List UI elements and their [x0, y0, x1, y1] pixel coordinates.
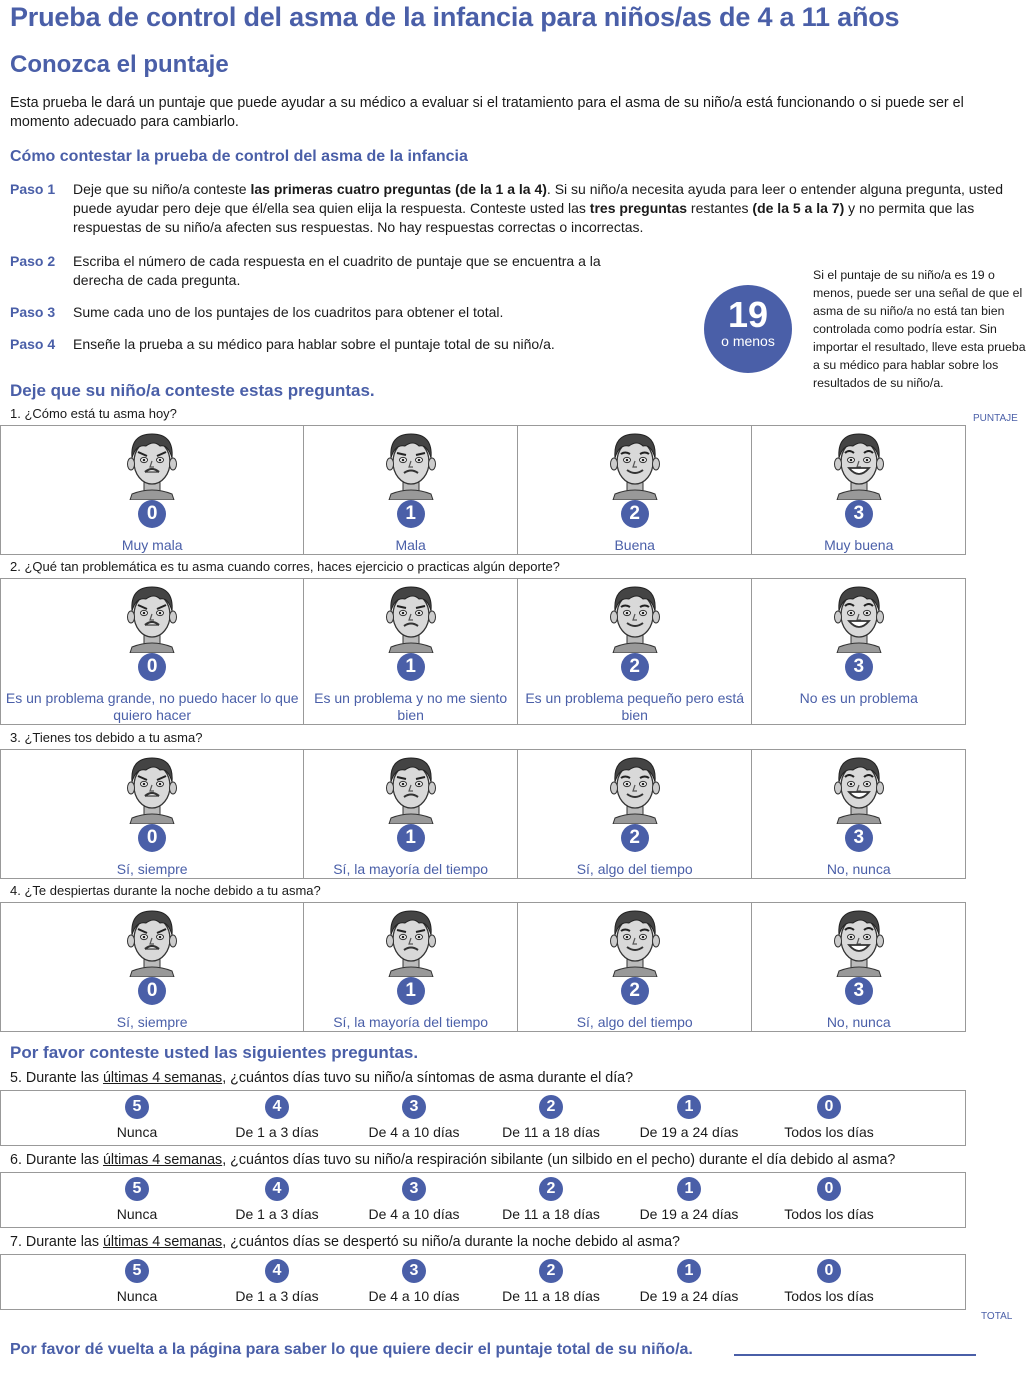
- answer-score: 0: [817, 1177, 841, 1201]
- step-1: [10, 180, 1025, 237]
- answer-score: 1: [397, 500, 425, 528]
- step-label: Paso 2: [10, 253, 56, 269]
- answer-label: Es un problema grande, no puedo hacer lo que quiero hacer: [5, 690, 299, 723]
- answer-option[interactable]: [304, 579, 518, 724]
- answer-label: Sí, la mayoría del tiempo: [333, 1014, 489, 1030]
- answer-score: 0: [138, 500, 166, 528]
- answer-score: 4: [265, 1177, 289, 1201]
- answer-label: De 11 a 18 días: [502, 1124, 600, 1140]
- answer-option[interactable]: [752, 903, 965, 1031]
- answer-score: 0: [138, 824, 166, 852]
- answer-score: 2: [539, 1259, 563, 1283]
- answer-option[interactable]: [1, 426, 304, 554]
- parent-answer-option[interactable]: [481, 1091, 621, 1140]
- answer-option[interactable]: [1, 750, 304, 878]
- step-2: [10, 252, 625, 290]
- step-label: Paso 3: [10, 304, 56, 320]
- answer-label: Es un problema pequeño pero está bien: [525, 690, 745, 723]
- parent-answer-option[interactable]: [67, 1173, 207, 1222]
- answer-score: 0: [817, 1259, 841, 1283]
- answer-option[interactable]: [518, 903, 753, 1031]
- answer-score: 1: [397, 824, 425, 852]
- answer-label: Nunca: [116, 1206, 158, 1222]
- parent-section-heading: Por favor conteste usted las siguientes preguntas.: [10, 1043, 419, 1062]
- parent-answer-option[interactable]: [207, 1255, 347, 1304]
- answer-label: De 1 a 3 días: [235, 1288, 319, 1304]
- answer-score: 0: [138, 653, 166, 681]
- answer-option[interactable]: [304, 426, 518, 554]
- answer-label: No, nunca: [826, 1014, 891, 1030]
- child-question-4: 4. ¿Te despiertas durante la noche debido a tu asma?: [10, 883, 321, 898]
- child-question-1: 1. ¿Cómo está tu asma hoy?: [10, 406, 177, 421]
- parent-question-6: 6. Durante las últimas 4 semanas, ¿cuántos días tuvo su niño/a respiración sibilante (un silbido en el pecho) durante el día debido al asma?: [10, 1152, 896, 1168]
- answer-label: Nunca: [116, 1124, 158, 1140]
- answer-score: 4: [265, 1095, 289, 1119]
- answer-option[interactable]: [752, 579, 965, 724]
- answer-label: De 1 a 3 días: [235, 1206, 319, 1222]
- answer-label: Sí, algo del tiempo: [576, 861, 693, 877]
- footer-instruction: Por favor dé vuelta a la página para saber lo que quiere decir el puntaje total de su niño/a.: [10, 1341, 693, 1358]
- answer-label: Nunca: [116, 1288, 158, 1304]
- step-3: [10, 303, 625, 322]
- step-text: Escriba el número de cada respuesta en el cuadrito de puntaje que se encuentra a la derecha de cada pregunta.: [73, 253, 601, 288]
- child-section-heading: Deje que su niño/a conteste estas preguntas.: [10, 381, 375, 400]
- answer-score: 2: [539, 1095, 563, 1119]
- answer-label: De 4 a 10 días: [368, 1206, 460, 1222]
- answer-label: No, nunca: [826, 861, 891, 877]
- badge-subtext: o menos: [721, 333, 775, 349]
- parent-answer-option[interactable]: [67, 1091, 207, 1140]
- parent-answer-option[interactable]: [481, 1255, 621, 1304]
- answer-option[interactable]: [304, 903, 518, 1031]
- answer-score: 2: [621, 824, 649, 852]
- answer-score: 1: [397, 653, 425, 681]
- child-face-icon: [383, 905, 439, 982]
- parent-answer-option[interactable]: [759, 1091, 899, 1140]
- answer-option[interactable]: [304, 750, 518, 878]
- answer-label: De 1 a 3 días: [235, 1124, 319, 1140]
- answer-label: De 19 a 24 días: [639, 1206, 739, 1222]
- child-face-icon: [607, 428, 663, 505]
- step-label: Paso 1: [10, 181, 56, 197]
- child-face-icon: [383, 752, 439, 829]
- answer-score: 3: [845, 824, 873, 852]
- answer-score: 0: [817, 1095, 841, 1119]
- answer-label: De 19 a 24 días: [639, 1288, 739, 1304]
- parent-answer-option[interactable]: [344, 1255, 484, 1304]
- answer-grid: [0, 578, 966, 725]
- page-title: Prueba de control del asma de la infancia para niños/as de 4 a 11 años: [10, 2, 900, 32]
- answer-score: 5: [125, 1095, 149, 1119]
- score-threshold-badge: [704, 285, 792, 373]
- parent-answer-option[interactable]: [67, 1255, 207, 1304]
- answer-score: 5: [125, 1177, 149, 1201]
- badge-number: 19: [727, 294, 769, 335]
- parent-answer-option[interactable]: [619, 1255, 759, 1304]
- answer-label: De 4 a 10 días: [368, 1288, 460, 1304]
- parent-question-7: 7. Durante las últimas 4 semanas, ¿cuántos días se despertó su niño/a durante la noche debido al asma?: [10, 1234, 680, 1250]
- answer-score: 2: [621, 977, 649, 1005]
- answer-score: 3: [402, 1095, 426, 1119]
- answer-option[interactable]: [518, 750, 753, 878]
- child-face-icon: [124, 905, 180, 982]
- answer-score: 4: [265, 1259, 289, 1283]
- parent-answer-option[interactable]: [207, 1173, 347, 1222]
- answer-option[interactable]: [752, 750, 965, 878]
- answer-score: 1: [397, 977, 425, 1005]
- child-face-icon: [831, 428, 887, 505]
- answer-score: 3: [845, 500, 873, 528]
- answer-label: No es un problema: [799, 690, 918, 706]
- answer-label: Sí, siempre: [116, 861, 188, 877]
- answer-score: 2: [539, 1177, 563, 1201]
- answer-label: Todos los días: [784, 1206, 874, 1222]
- answer-score: 1: [677, 1095, 701, 1119]
- child-face-icon: [124, 581, 180, 658]
- child-question-2: 2. ¿Qué tan problemática es tu asma cuando corres, haces ejercicio o practicas algún deporte?: [10, 559, 560, 574]
- intro-paragraph: Esta prueba le dará un puntaje que puede ayudar a su médico a evaluar si el tratamiento para el asma de su niño/a está funcionando o si puede ser el momento adecuado para cambiarlo.: [10, 95, 964, 130]
- child-face-icon: [831, 581, 887, 658]
- parent-answer-option[interactable]: [619, 1173, 759, 1222]
- answer-score: 0: [138, 977, 166, 1005]
- child-face-icon: [124, 752, 180, 829]
- answer-score: 3: [845, 653, 873, 681]
- step-text: Sume cada uno de los puntajes de los cuadritos para obtener el total.: [73, 304, 504, 320]
- answer-score: 5: [125, 1259, 149, 1283]
- child-face-icon: [831, 905, 887, 982]
- answer-label: Muy mala: [121, 537, 183, 553]
- answer-label: Buena: [614, 537, 655, 553]
- parent-answer-grid: [0, 1090, 966, 1146]
- page-subtitle: Conozca el puntaje: [10, 51, 229, 78]
- answer-option[interactable]: [1, 579, 304, 724]
- answer-label: De 4 a 10 días: [368, 1124, 460, 1140]
- answer-label: Todos los días: [784, 1288, 874, 1304]
- answer-label: De 19 a 24 días: [639, 1124, 739, 1140]
- howto-heading: Cómo contestar la prueba de control del asma de la infancia: [10, 148, 468, 165]
- step-4: [10, 335, 625, 354]
- answer-grid: [0, 749, 966, 879]
- child-face-icon: [831, 752, 887, 829]
- answer-score: 3: [402, 1259, 426, 1283]
- total-score-line[interactable]: [734, 1354, 976, 1356]
- answer-label: Muy buena: [824, 537, 894, 553]
- parent-answer-option[interactable]: [759, 1173, 899, 1222]
- parent-answer-option[interactable]: [344, 1173, 484, 1222]
- parent-answer-option[interactable]: [481, 1173, 621, 1222]
- child-face-icon: [607, 581, 663, 658]
- answer-grid: [0, 425, 966, 555]
- answer-option[interactable]: [1, 903, 304, 1031]
- total-label: TOTAL: [981, 1311, 1013, 1322]
- answer-score: 2: [621, 653, 649, 681]
- step-text: Deje que su niño/a conteste las primeras cuatro preguntas (de la 1 a la 4). Si su niño/a necesita ayuda para leer o entender alguna pregunta, usted puede ayudar pero deje que él/ella sea quien elija la respuesta. Conteste usted las tres preguntas restantes (de la 5 a la 7) y no permita que las respuestas de su niño/a afecten sus respuestas. No hay respuestas correctas o incorrectas.: [73, 181, 1004, 235]
- answer-label: Mala: [395, 537, 426, 553]
- answer-option[interactable]: [752, 426, 965, 554]
- answer-option[interactable]: [518, 579, 753, 724]
- child-face-icon: [124, 428, 180, 505]
- parent-answer-grid: [0, 1254, 966, 1310]
- child-question-3: 3. ¿Tienes tos debido a tu asma?: [10, 730, 203, 745]
- score-column-label: PUNTAJE: [973, 413, 1018, 424]
- child-face-icon: [607, 905, 663, 982]
- step-label: Paso 4: [10, 336, 56, 352]
- answer-score: 1: [677, 1177, 701, 1201]
- answer-option[interactable]: [518, 426, 753, 554]
- answer-score: 2: [621, 500, 649, 528]
- answer-score: 3: [402, 1177, 426, 1201]
- score-note: Si el puntaje de su niño/a es 19 o menos, puede ser una señal de que el asma de su niño/a no está tan bien controlada como podría estar. Sin importar el resultado, lleve esta prueba a su médico para hablar sobre los resultados de su niño/a.: [813, 268, 1026, 390]
- child-face-icon: [383, 428, 439, 505]
- answer-label: Sí, siempre: [116, 1014, 188, 1030]
- answer-label: De 11 a 18 días: [502, 1288, 600, 1304]
- parent-answer-option[interactable]: [344, 1091, 484, 1140]
- parent-answer-grid: [0, 1172, 966, 1228]
- answer-label: De 11 a 18 días: [502, 1206, 600, 1222]
- parent-answer-option[interactable]: [207, 1091, 347, 1140]
- child-face-icon: [383, 581, 439, 658]
- parent-answer-option[interactable]: [619, 1091, 759, 1140]
- answer-score: 1: [677, 1259, 701, 1283]
- parent-question-5: 5. Durante las últimas 4 semanas, ¿cuántos días tuvo su niño/a síntomas de asma durante el día?: [10, 1070, 634, 1086]
- answer-score: 3: [845, 977, 873, 1005]
- answer-label: Todos los días: [784, 1124, 874, 1140]
- step-text: Enseñe la prueba a su médico para hablar sobre el puntaje total de su niño/a.: [73, 336, 555, 352]
- parent-answer-option[interactable]: [759, 1255, 899, 1304]
- answer-label: Es un problema y no me siento bien: [314, 690, 508, 723]
- answer-grid: [0, 902, 966, 1032]
- child-face-icon: [607, 752, 663, 829]
- answer-label: Sí, la mayoría del tiempo: [333, 861, 489, 877]
- answer-label: Sí, algo del tiempo: [576, 1014, 693, 1030]
